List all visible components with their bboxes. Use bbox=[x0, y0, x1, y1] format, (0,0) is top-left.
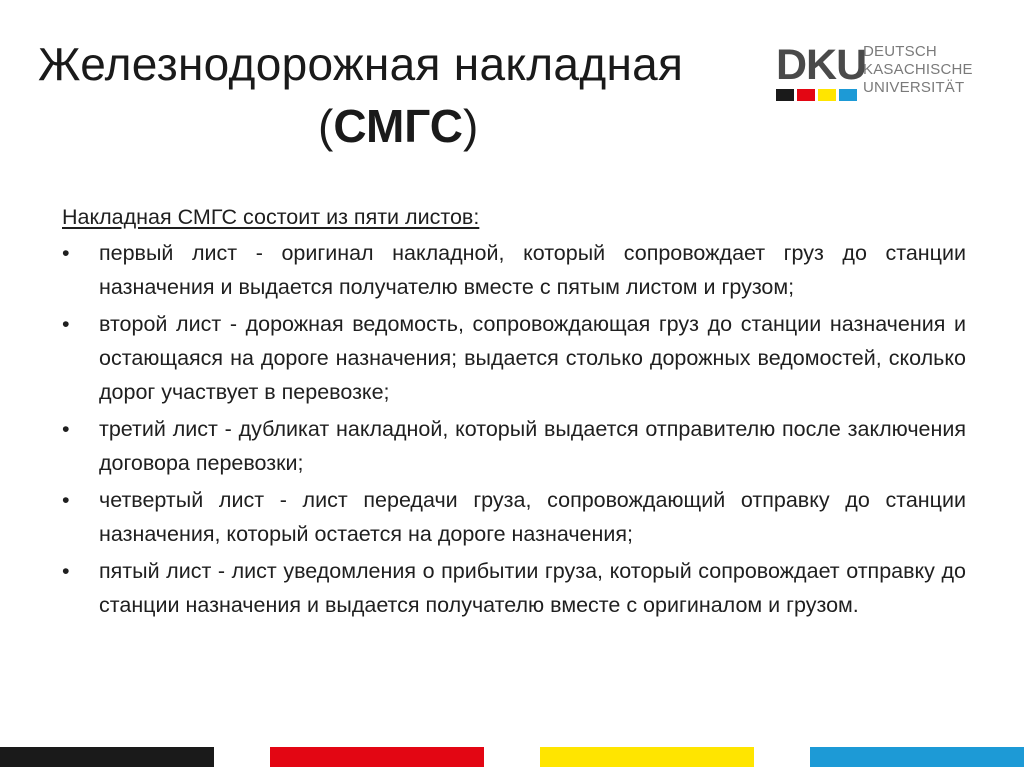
logo-color-squares bbox=[776, 89, 860, 101]
title-acronym: СМГС bbox=[333, 100, 463, 152]
footer-bar-blue bbox=[810, 747, 1024, 767]
university-logo bbox=[776, 42, 996, 106]
logo-square-blue bbox=[839, 89, 857, 101]
list-item-text: второй лист - дорожная ведомость, сопровождающая груз до станции назначения и остающаяся на дороге назначения; выдается столько дорожных ведомостей, сколько дорог участвует в перевозке; bbox=[99, 312, 966, 404]
list-item-text: пятый лист - лист уведомления о прибытии груза, который сопровождает отправку до станции назначения и выдается получателю вместе с оригиналом и грузом. bbox=[99, 559, 966, 617]
logo-text-line-3: UNIVERSITÄT bbox=[863, 79, 965, 96]
bullet-icon: • bbox=[62, 488, 70, 512]
list-item-text: первый лист - оригинал накладной, который сопровождает груз до станции назначения и выдается получателю вместе с пятым листом и грузом; bbox=[99, 241, 966, 299]
title-line-1: Железнодорожная накладная bbox=[38, 38, 684, 90]
logo-square-red bbox=[797, 89, 815, 101]
bullet-icon: • bbox=[62, 312, 70, 336]
bullet-icon: • bbox=[62, 241, 70, 265]
title-paren-close: ) bbox=[462, 100, 479, 152]
footer-bar-red bbox=[270, 747, 484, 767]
title-line-2 bbox=[38, 98, 778, 154]
list-item-text: четвертый лист - лист передачи груза, сопровождающий отправку до станции назначения, который остается на дороге назначения; bbox=[99, 488, 966, 546]
list-item bbox=[62, 412, 966, 480]
slide-title bbox=[38, 36, 778, 154]
list-item bbox=[62, 483, 966, 551]
logo-text-line-1: DEUTSCH bbox=[863, 43, 937, 60]
logo-wordmark bbox=[863, 43, 973, 97]
sheet-list bbox=[62, 236, 966, 622]
list-item bbox=[62, 554, 966, 622]
logo-square-yellow bbox=[818, 89, 836, 101]
footer-bar-black bbox=[0, 747, 214, 767]
logo-text-line-2: KASACHISCHE bbox=[863, 61, 973, 78]
title-paren-open: ( bbox=[318, 100, 334, 152]
bullet-icon: • bbox=[62, 417, 70, 441]
logo-square-black bbox=[776, 89, 794, 101]
list-item bbox=[62, 236, 966, 304]
bullet-icon: • bbox=[62, 559, 70, 583]
footer-bar-yellow bbox=[540, 747, 754, 767]
slide-body bbox=[62, 200, 966, 625]
list-item bbox=[62, 307, 966, 409]
logo-mark: DKU bbox=[776, 41, 867, 89]
footer-color-bars bbox=[0, 747, 1024, 767]
list-item-text: третий лист - дубликат накладной, который выдается отправителю после заключения договора перевозки; bbox=[99, 417, 966, 475]
intro-text: Накладная СМГС состоит из пяти листов: bbox=[62, 205, 480, 229]
